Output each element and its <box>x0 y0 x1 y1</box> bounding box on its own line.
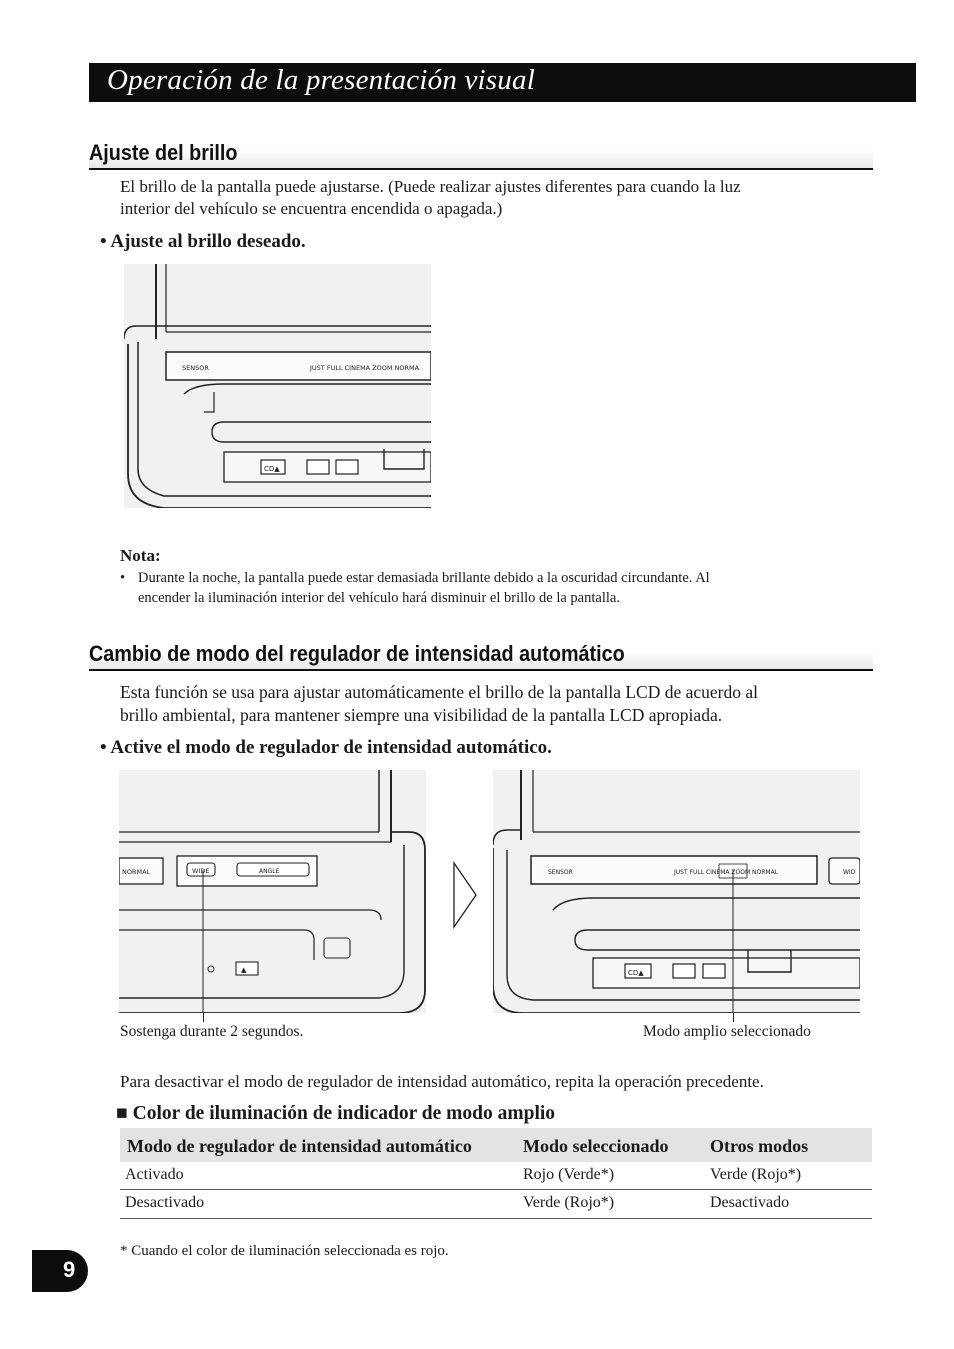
wide-label: WIDE <box>192 867 210 875</box>
heading-rule-2 <box>89 669 873 671</box>
sensor-label-2: SENSOR <box>548 869 573 876</box>
modes-label-2: JUST FULL CINEMA ZOOM NORMAL <box>674 869 779 876</box>
section1-bullet-text: Ajuste al brillo deseado. <box>110 231 306 252</box>
device-illustration-2-right <box>493 770 860 1013</box>
section2-intro <box>120 681 880 727</box>
sensor-label-1: SENSOR <box>182 364 209 372</box>
table-row-divider <box>120 1189 872 1190</box>
note-line2: encender la iluminación interior del vehículo hará disminuir el brillo de la pantalla. <box>138 590 620 606</box>
callout-line-right <box>733 1013 734 1022</box>
device-figure-1 <box>124 264 431 508</box>
wide-label-2: WID <box>843 869 856 876</box>
caption-right: Modo amplio seleccionado <box>643 1023 811 1040</box>
heading-rule <box>89 168 873 170</box>
table-col-regulador: Modo de regulador de intensidad automático <box>127 1136 472 1156</box>
table-cell-r1c1: Activado <box>125 1166 184 1183</box>
table-cell-r2c3: Desactivado <box>710 1194 790 1211</box>
section1-bullet <box>100 231 306 253</box>
chevron-right-icon <box>451 860 479 930</box>
cd-eject-label-2: CD▲ <box>628 969 644 977</box>
section1-intro-line1: El brillo de la pantalla puede ajustarse. (Puede realizar ajustes diferentes para cuando la luz <box>120 177 741 196</box>
square-bullet-icon: ■ <box>116 1103 128 1124</box>
page-number: 9 <box>63 1257 76 1282</box>
table-cell-r2c1: Desactivado <box>125 1194 205 1211</box>
note-bullet: • <box>120 570 126 586</box>
page-title: Operación de la presentación visual <box>107 64 535 96</box>
callout-line-left <box>203 1013 204 1022</box>
table-heading <box>116 1103 555 1125</box>
cd-eject-label-1: CD▲ <box>264 465 280 473</box>
table-cell-r1c2: Rojo (Verde*) <box>523 1166 615 1183</box>
caption-left: Sostenga durante 2 segundos. <box>120 1023 304 1040</box>
table-cell-r2c2: Verde (Rojo*) <box>523 1194 615 1211</box>
bullet-dot-2: • <box>100 737 111 758</box>
note-title: Nota: <box>120 546 161 565</box>
angle-label: ANGLE <box>259 868 280 875</box>
section-heading-regulador: Cambio de modo del regulador de intensidad automático <box>89 641 625 666</box>
bullet-dot: • <box>100 231 111 252</box>
footnote: * Cuando el color de iluminación seleccionada es rojo. <box>120 1243 449 1259</box>
table-bottom-rule <box>120 1218 872 1219</box>
modes-label-1: JUST FULL CINEMA ZOOM NORMA <box>310 364 420 372</box>
device-illustration-1 <box>124 264 431 508</box>
note-line1: Durante la noche, la pantalla puede estar demasiada brillante debido a la oscuridad circundante. Al <box>138 570 710 586</box>
device-figure-2-right <box>493 770 860 1013</box>
section-heading-brillo: Ajuste del brillo <box>89 140 238 165</box>
section2-intro-line2: brillo ambiental, para mantener siempre una visibilidad de la pantalla LCD apropiada. <box>120 705 723 725</box>
normal-label: NORMAL <box>122 868 151 876</box>
table-col-otros: Otros modos <box>710 1136 809 1156</box>
section2-bullet <box>100 737 552 759</box>
section2-intro-line1: Esta función se usa para ajustar automáticamente el brillo de la pantalla LCD de acuerdo al <box>120 682 759 702</box>
section1-intro-line2: interior del vehículo se encuentra encendida o apagada.) <box>120 199 503 218</box>
title-banner <box>89 63 916 102</box>
table-col-seleccionado: Modo seleccionado <box>523 1136 669 1156</box>
section1-intro <box>120 176 880 220</box>
eject-icon: ▲ <box>241 966 247 974</box>
section2-bullet-text: Active el modo de regulador de intensidad automático. <box>110 737 552 758</box>
note-text <box>138 568 858 608</box>
table-cell-r1c3: Verde (Rojo*) <box>710 1166 802 1183</box>
table-heading-text: Color de iluminación de indicador de modo amplio <box>132 1103 556 1124</box>
device-illustration-2-left <box>119 770 426 1013</box>
deactivate-text: Para desactivar el modo de regulador de intensidad automático, repita la operación precedente. <box>120 1072 764 1091</box>
page-number-tab <box>32 1250 88 1292</box>
device-figure-2-left <box>119 770 426 1013</box>
